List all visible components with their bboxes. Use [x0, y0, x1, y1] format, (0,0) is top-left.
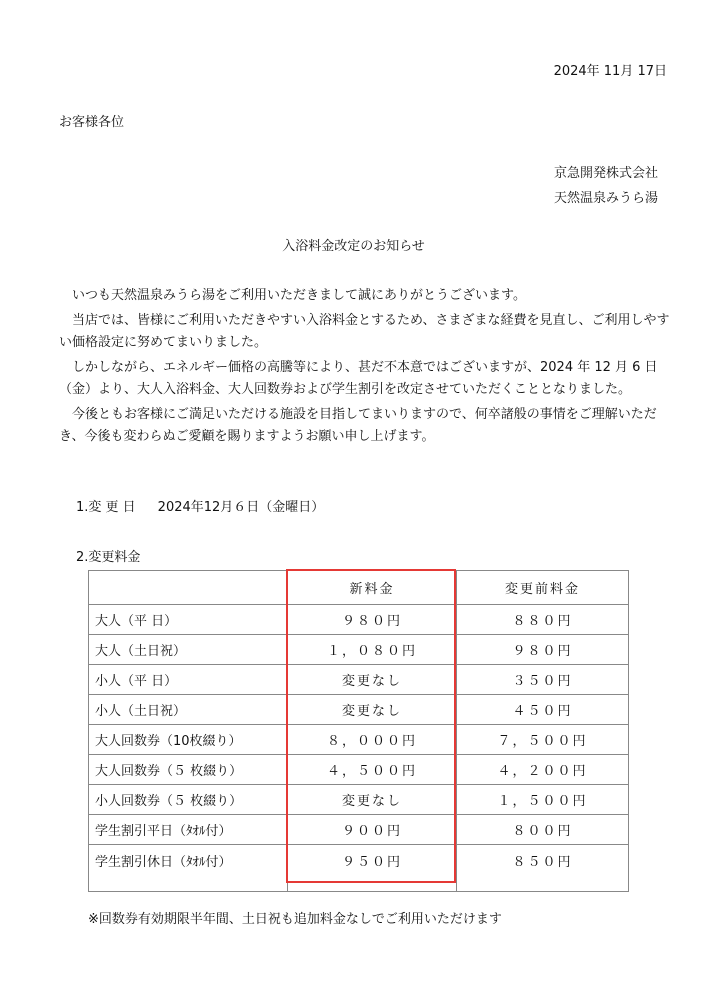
- row-category: 大人（土日祝）: [89, 635, 288, 665]
- row-new-fee: 変更なし: [288, 665, 457, 695]
- row-old-fee: ３５０円: [457, 665, 629, 695]
- fee-table: [88, 570, 629, 892]
- row-old-fee: ４５０円: [457, 695, 629, 725]
- row-old-fee: ８００円: [457, 815, 629, 845]
- row-category: 大人回数券（５ 枚綴り）: [89, 755, 288, 785]
- row-old-fee: ８８０円: [457, 605, 629, 635]
- row-new-fee: １，０８０円: [288, 635, 457, 665]
- section-change-date: [76, 496, 324, 515]
- table-row: [89, 665, 629, 695]
- row-category: 小人（土日祝）: [89, 695, 288, 725]
- row-category: 小人回数券（５ 枚綴り）: [89, 785, 288, 815]
- change-date-label: 1.変 更 日: [76, 500, 136, 515]
- footnote: ※回数券有効期限半年間、土日祝も追加料金なしでご利用いただけます: [88, 912, 502, 927]
- paragraph-price-revision: しかしながら、エネルギー価格の高騰等により、甚だ不本意ではございますが、2024 年 12 月 6 日（金）より、大人入浴料金、大人回数券および学生割引を改定させていただくこととなりました。: [59, 360, 658, 397]
- row-old-fee: ９８０円: [457, 635, 629, 665]
- row-old-fee: ７，５００円: [457, 725, 629, 755]
- table-row: [89, 695, 629, 725]
- sender-company: 京急開発株式会社: [554, 166, 659, 181]
- notice-body: [59, 285, 671, 451]
- row-category: 学生割引平日（ﾀｵﾙ付）: [89, 815, 288, 845]
- paragraph-closing: 今後ともお客様にご満足いただける施設を目指してまいりますので、何卒諸般の事情をご理解いただき、今後も変わらぬご愛顧を賜りますようお願い申し上げます。: [59, 407, 657, 444]
- row-new-fee: ９８０円: [288, 605, 457, 635]
- table-header-row: [89, 571, 629, 605]
- paragraph-greeting: いつも天然温泉みうら湯をご利用いただきまして誠にありがとうございます。: [59, 288, 526, 303]
- row-new-fee: ９５０円: [288, 845, 457, 892]
- table-row: [89, 815, 629, 845]
- change-date-value: 2024年12月６日（金曜日）: [157, 500, 325, 515]
- table-row: [89, 755, 629, 785]
- row-old-fee: ８５０円: [457, 845, 629, 892]
- row-category: 小人（平 日）: [89, 665, 288, 695]
- section-fee-label: 2.変更料金: [76, 550, 141, 565]
- row-new-fee: ８，０００円: [288, 725, 457, 755]
- row-new-fee: ９００円: [288, 815, 457, 845]
- row-new-fee: ４，５００円: [288, 755, 457, 785]
- row-old-fee: １，５００円: [457, 785, 629, 815]
- notice-date: 2024年 11月 17日: [553, 64, 667, 79]
- header-new-fee: 新料金: [288, 571, 457, 605]
- table-row: [89, 725, 629, 755]
- table-row: [89, 635, 629, 665]
- table-row: [89, 785, 629, 815]
- header-category: [89, 571, 288, 605]
- row-category: 学生割引休日（ﾀｵﾙ付）: [89, 845, 288, 892]
- table-row: [89, 605, 629, 635]
- addressee: お客様各位: [59, 115, 125, 130]
- table-row: [89, 845, 629, 892]
- sender-store: 天然温泉みうら湯: [554, 191, 659, 206]
- row-old-fee: ４，２００円: [457, 755, 629, 785]
- row-new-fee: 変更なし: [288, 785, 457, 815]
- row-category: 大人回数券（10枚綴り）: [89, 725, 288, 755]
- row-category: 大人（平 日）: [89, 605, 288, 635]
- row-new-fee: 変更なし: [288, 695, 457, 725]
- paragraph-pricing-effort: 当店では、皆様にご利用いただきやすい入浴料金とするため、さまざまな経費を見直し、ご利用しやすい価格設定に努めてまいりました。: [59, 313, 670, 350]
- notice-title: 入浴料金改定のお知らせ: [282, 239, 425, 254]
- header-old-fee: 変更前料金: [457, 571, 629, 605]
